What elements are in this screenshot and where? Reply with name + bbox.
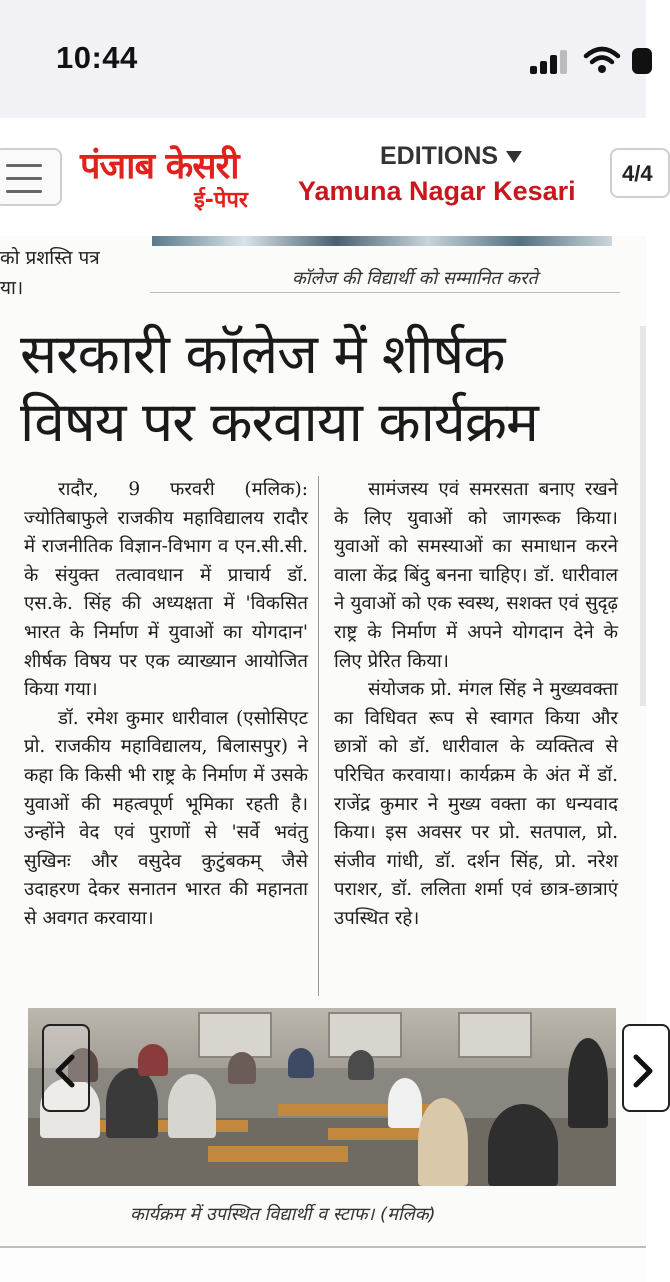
- menu-button[interactable]: [0, 148, 62, 206]
- chevron-right-icon: [622, 1054, 670, 1088]
- article-column-right: [334, 476, 618, 934]
- epaper-page[interactable]: [0, 236, 646, 1246]
- previous-article-photo: [152, 236, 612, 246]
- article-column-left: [24, 476, 308, 934]
- app-header: [0, 118, 653, 236]
- divider: [150, 292, 620, 293]
- edition-name: Yamuna Nagar Kesari: [298, 176, 576, 206]
- next-page-button[interactable]: [622, 1024, 670, 1112]
- cellular-signal-icon: [530, 50, 572, 74]
- article-paragraph: संयोजक प्रो. मंगल सिंह ने मुख्यवक्ता का विधिवत रूप से स्वागत किया और छात्रों को डॉ. धारीवाल के व्यक्तित्व से परिचित करवाया। कार्यक्रम के अंत में डॉ. राजेंद्र कुमार ने मुख्य वक्ता का धन्यवाद किया। इस अवसर पर प्रो. सतपाल, प्रो. संजीव गांधी, डॉ. दर्शन सिंह, प्रो. नरेश पराशर, डॉ. ललिता शर्मा एवं छात्र-छात्राएं उपस्थित रहे।: [334, 679, 618, 929]
- adjacent-column-edge: [640, 326, 646, 706]
- status-bar: [0, 0, 646, 118]
- bottom-toolbar: [0, 1246, 646, 1282]
- status-time: 10:44: [56, 40, 138, 75]
- logo[interactable]: पंजाब केसरी: [80, 146, 239, 187]
- photo-caption: कार्यक्रम में उपस्थित विद्यार्थी व स्टाफ। (मलिक): [130, 1204, 436, 1225]
- article-paragraph: रादौर, 9 फरवरी (मलिक): ज्योतिबाफुले राजकीय महाविद्यालय रादौर में राजनीतिक विज्ञान-विभाग व एन.सी.सी. के संयुक्त तत्वावधान में प्राचार्य डॉ. एस.के. सिंह की अध्यक्षता में 'विकसित भारत के निर्माण में युवाओं का योगदान' शीर्षक विषय पर एक व्याख्यान आयोजित किया गया।: [24, 479, 308, 701]
- article-paragraph: सामंजस्य एवं समरसता बनाए रखने के लिए युवाओं को जागरूक किया। युवाओं को समस्याओं का समाधान करने वाला केंद्र बिंदु बनना चाहिए। डॉ. धारीवाल ने युवाओं को एक स्वस्थ, सशक्त एवं सुदृढ़ राष्ट्र के निर्माण में अपने योगदान देने के लिए प्रेरित किया।: [334, 479, 618, 672]
- previous-article-fragment: या।: [0, 277, 24, 299]
- chevron-left-icon: [42, 1054, 90, 1088]
- article-headline: सरकारी कॉलेज में शीर्षक विषय पर करवाया कार्यक्रम: [20, 322, 538, 454]
- logo-subtitle: ई-पेपर: [194, 188, 248, 213]
- previous-page-button[interactable]: [42, 1024, 90, 1112]
- wifi-icon: [584, 46, 620, 74]
- page-indicator[interactable]: 4/4: [610, 148, 670, 198]
- article-photo: [28, 1008, 616, 1186]
- editions-dropdown[interactable]: [380, 142, 522, 171]
- column-divider: [318, 476, 319, 996]
- previous-article-fragment: को प्रशस्ति पत्र: [0, 247, 100, 269]
- editions-label: EDITIONS: [380, 142, 499, 170]
- previous-photo-caption: कॉलेज की विद्यार्थी को सम्मानित करते: [292, 268, 538, 289]
- article-paragraph: डॉ. रमेश कुमार धारीवाल (एसोसिएट प्रो. राजकीय महाविद्यालय, बिलासपुर) ने कहा कि किसी भी राष्ट्र के निर्माण में उसके युवाओं की महत्वपूर्ण भूमिका रहती है। उन्होंने वेद एवं पुराणों से 'सर्वे भवंतु सुखिनः और वसुदेव कुटुंबकम् जैसे उदाहरण देकर सनातन भारत की महानता से अवगत करवाया।: [24, 707, 308, 929]
- caret-down-icon: [506, 151, 522, 163]
- battery-icon: [632, 48, 652, 74]
